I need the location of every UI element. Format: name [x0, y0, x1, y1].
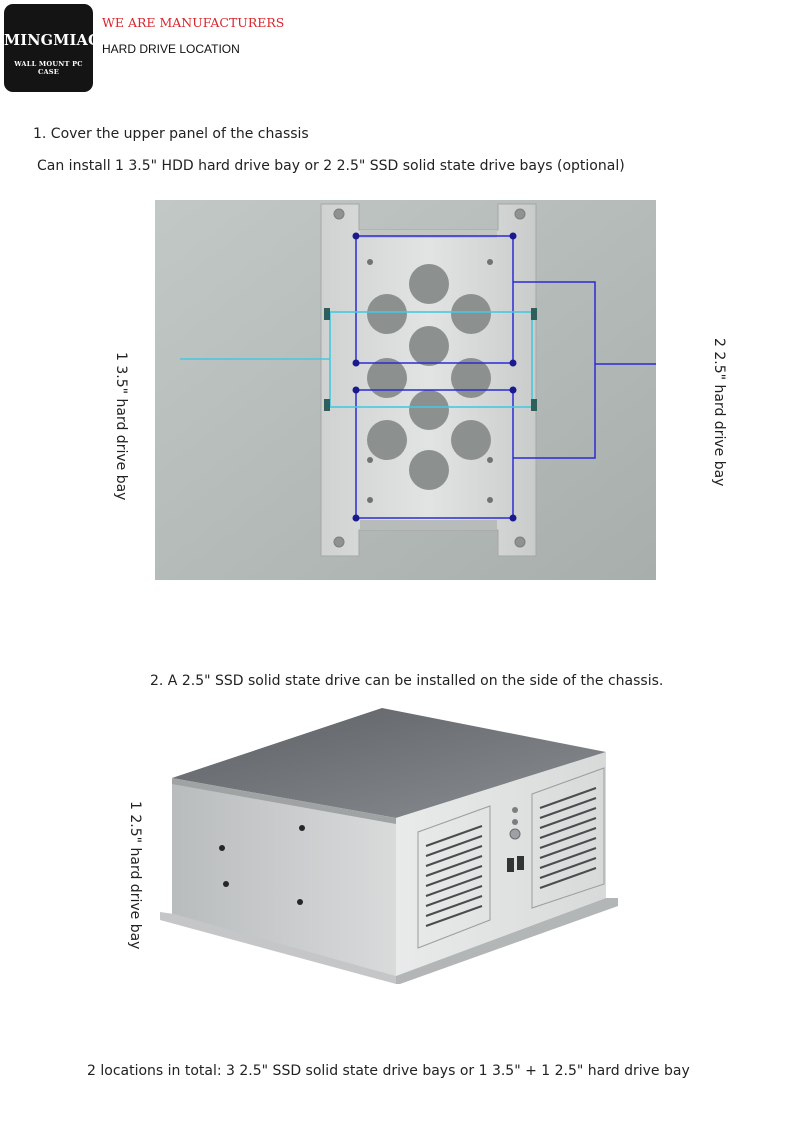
label-side-ssd-bay: 1 2.5" hard drive bay [127, 801, 143, 950]
screw-icon [515, 537, 525, 547]
label-25-ssd-bays: 2 2.5" hard drive bay [711, 338, 727, 487]
section1-heading: 1. Cover the upper panel of the chassis [33, 126, 309, 142]
section1-description: Can install 1 3.5" HDD hard drive bay or 2 2.5" SSD solid state drive bays (optional) [37, 158, 625, 174]
screw-icon [334, 209, 344, 219]
logo-brand-text: MINGMIAO [4, 32, 101, 49]
summary-text: 2 locations in total: 3 2.5" SSD solid state drive bays or 1 3.5" + 1 2.5" hard drive bay [87, 1063, 690, 1079]
chassis-side-photo [160, 700, 620, 990]
power-button-icon [510, 829, 520, 839]
label-35-hdd-bay: 1 3.5" hard drive bay [113, 352, 129, 501]
usb-port-icon [507, 858, 514, 872]
brand-logo [4, 4, 101, 92]
section2-heading: 2. A 2.5" SSD solid state drive can be installed on the side of the chassis. [150, 673, 664, 689]
screw-icon [515, 209, 525, 219]
tagline: WE ARE MANUFACTURERS [102, 15, 285, 30]
screw-icon [334, 537, 344, 547]
logo-sub-text: WALL MOUNT PC CASE [14, 60, 83, 76]
chassis-top-photo [155, 200, 656, 580]
usb-port-icon [517, 856, 524, 870]
drive-bracket [321, 204, 536, 556]
section-title: HARD DRIVE LOCATION [102, 42, 240, 56]
